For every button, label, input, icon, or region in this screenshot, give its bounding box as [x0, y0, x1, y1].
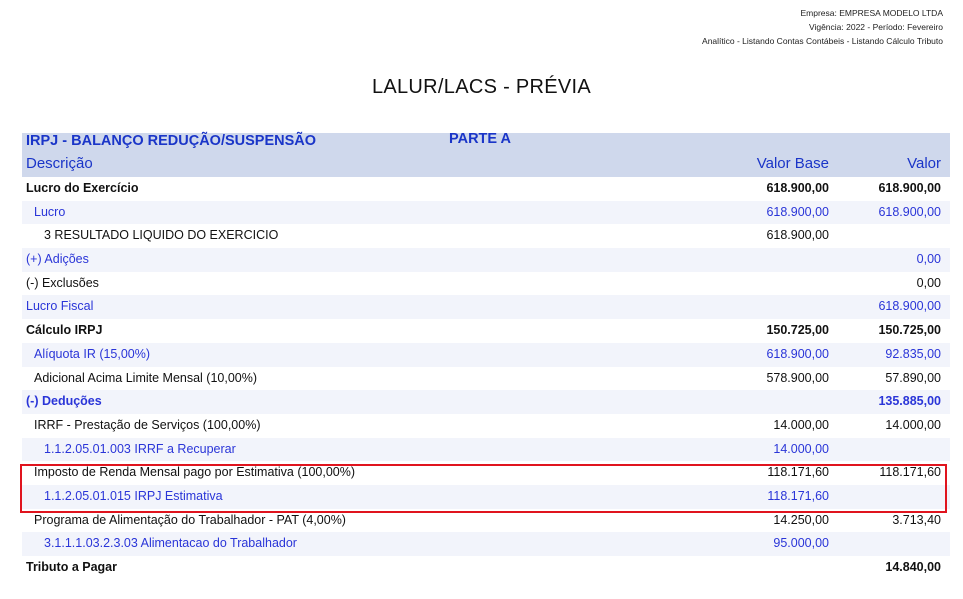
table-row [22, 532, 950, 556]
table-row [22, 272, 950, 296]
row-value: 618.900,00 [878, 299, 941, 314]
column-header-base-value: Valor Base [756, 155, 829, 172]
row-description: Programa de Alimentação do Trabalhador - PAT (4,00%) [34, 512, 346, 527]
table-row [22, 390, 950, 414]
row-description: 1.1.2.05.01.003 IRRF a Recuperar [44, 441, 236, 456]
report-table [22, 133, 950, 580]
row-value: 118.171,60 [879, 465, 941, 480]
row-description: Lucro do Exercício [26, 181, 139, 195]
row-value: 57.890,00 [885, 370, 941, 385]
company-line: Empresa: EMPRESA MODELO LTDA [800, 8, 943, 18]
row-base-value: 618.900,00 [766, 181, 829, 195]
row-description: IRRF - Prestação de Serviços (100,00%) [34, 417, 261, 432]
row-description: Lucro [34, 204, 66, 219]
section-name: IRPJ - BALANÇO REDUÇÃO/SUSPENSÃO [26, 133, 317, 149]
row-value: 0,00 [916, 252, 941, 267]
part-label: PARTE A [449, 131, 512, 147]
row-value: 0,00 [916, 275, 941, 290]
table-row [22, 224, 950, 248]
row-base-value: 118.171,60 [767, 465, 829, 480]
row-value: 14.000,00 [885, 417, 941, 432]
row-description: 1.1.2.05.01.015 IRPJ Estimativa [44, 488, 223, 503]
row-value: 14.840,00 [885, 560, 941, 574]
row-description: 3 RESULTADO LIQUIDO DO EXERCICIO [44, 228, 279, 243]
table-row [22, 201, 950, 225]
row-value: 150.725,00 [878, 323, 941, 338]
table-row [22, 177, 950, 201]
table-row [22, 367, 950, 391]
report-title: LALUR/LACS - PRÉVIA [371, 76, 592, 98]
column-header-description: Descrição [26, 155, 93, 172]
row-description: (+) Adições [26, 252, 89, 267]
report-header [702, 6, 943, 48]
row-description: (-) Exclusões [26, 275, 99, 290]
table-row [22, 319, 950, 343]
table-row [22, 438, 950, 462]
row-base-value: 14.000,00 [773, 417, 829, 432]
row-base-value: 618.900,00 [766, 346, 829, 361]
row-base-value: 618.900,00 [766, 228, 829, 243]
row-description: 3.1.1.1.03.2.3.03 Alimentacao do Trabalhador [44, 536, 297, 551]
row-base-value: 150.725,00 [766, 323, 829, 338]
row-description: Tributo a Pagar [26, 560, 117, 574]
row-value: 135.885,00 [878, 394, 941, 409]
row-base-value: 118.171,60 [767, 488, 829, 503]
row-description: Lucro Fiscal [26, 299, 94, 314]
row-description: Cálculo IRPJ [26, 323, 103, 338]
row-base-value: 578.900,00 [766, 370, 829, 385]
row-value: 618.900,00 [878, 181, 941, 195]
table-row [22, 295, 950, 319]
row-value: 3.713,40 [892, 512, 941, 527]
row-base-value: 618.900,00 [766, 204, 829, 219]
row-base-value: 14.000,00 [773, 441, 829, 456]
table-row [22, 485, 950, 509]
period-line: Vigência: 2022 - Período: Fevereiro [808, 22, 943, 32]
row-description: Adicional Acima Limite Mensal (10,00%) [34, 370, 258, 385]
table-row [22, 343, 950, 367]
row-description: Alíquota IR (15,00%) [34, 346, 151, 361]
section-header [22, 133, 950, 177]
table-row [22, 248, 950, 272]
options-line: Analítico - Listando Contas Contábeis - Listando Cálculo Tributo [702, 36, 943, 46]
row-value: 618.900,00 [878, 204, 941, 219]
table-row [22, 509, 950, 533]
table-row [22, 556, 950, 580]
row-description: (-) Deduções [26, 394, 102, 409]
row-description: Imposto de Renda Mensal pago por Estimativa (100,00%) [34, 465, 356, 480]
row-value: 92.835,00 [885, 346, 941, 361]
table-row [22, 461, 950, 485]
table-row [22, 414, 950, 438]
row-base-value: 14.250,00 [773, 512, 829, 527]
column-header-value: Valor [907, 155, 941, 172]
row-base-value: 95.000,00 [773, 536, 829, 551]
